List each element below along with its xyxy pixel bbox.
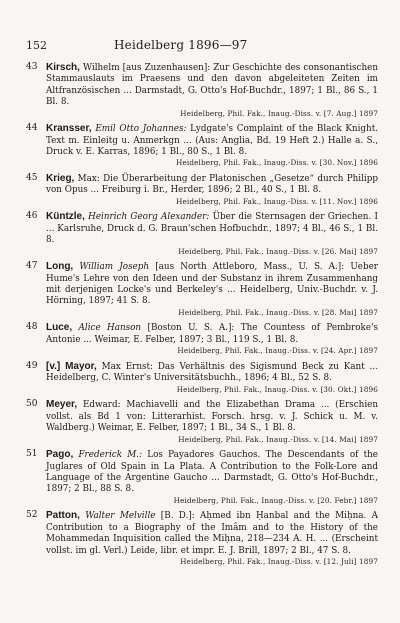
entry-imprint: Heidelberg, Phil. Fak., Inaug.-Diss. v. [26. Mai] 1897 <box>178 246 378 256</box>
entry-author: Kirsch, <box>46 62 80 73</box>
list-item <box>26 123 378 168</box>
entry-author: Luce, <box>46 322 73 334</box>
list-item <box>26 173 378 206</box>
list-item <box>26 211 378 256</box>
list-item <box>26 261 378 317</box>
entry-imprint: Heidelberg, Phil. Fak., Inaug.-Diss. v. [12. Juli] 1897 <box>180 556 378 566</box>
entry-number: 48 <box>26 322 38 333</box>
entry-text: Edward: Machiavelli and the Elizabethan Drama ... (Erschien vollst. als Bd 1 von: Litterarhist. Forsch. hrsg. v. J. Schick u. M. v. Waldberg.) Weimar, E. Felber, 1897; 1 Bl., 34 S., 1 Bl. 8. <box>46 400 379 434</box>
entry-imprint: Heidelberg, Phil. Fak., Inaug.-Diss. v. [11. Nov.] 1896 <box>176 196 378 206</box>
list-item <box>26 399 378 444</box>
entry-author: Küntzle, <box>46 211 85 223</box>
entry-imprint: Heidelberg, Phil. Fak., Inaug.-Diss. v. [30. Nov.] 1896 <box>176 158 378 168</box>
entry-given-name: Heinrich Georg Alexander: <box>88 212 210 223</box>
entry-given-name: William Joseph <box>79 262 150 273</box>
entry-text: Los Payadores Gauchos. The Descendants of the Juglares of Old Spain in La Plata. A Contribution to the Folk-Lore and Language of the Argentine Gaucho ... Darmstadt, G. Otto's Hof-Buchdr., 1897; 2 Bl., 88 S. 8. <box>46 450 379 495</box>
entry-given-name: Walter Melville <box>85 511 156 522</box>
entry-imprint: Heidelberg, Phil. Fak., Inaug.-Diss. v. [30. Okt.] 1896 <box>176 384 378 394</box>
list-item <box>26 322 378 355</box>
list-item <box>26 510 378 566</box>
entry-text: Über die Sternsagen der Griechen. I ... Karlsruhe, Druck d. G. Braun'schen Hofbuchdr., 1897; 4 Bl., 46 S., 1 Bl. 8. <box>46 212 378 246</box>
entry-number: 45 <box>26 173 38 184</box>
running-head <box>26 38 378 54</box>
dissertation-list <box>26 62 378 567</box>
entry-imprint: Heidelberg, Phil. Fak., Inaug.-Diss. v. [7. Aug.] 1897 <box>180 108 378 118</box>
entry-number: 47 <box>26 261 38 272</box>
entry-author: Long, <box>46 261 74 273</box>
entry-given-name: Alice Hanson <box>78 323 142 334</box>
entry-imprint: Heidelberg, Phil. Fak., Inaug.-Diss. v. [14. Mai] 1897 <box>178 434 378 444</box>
entry-author: Pago, <box>46 449 74 461</box>
entry-text: [aus North Attleboro, Mass., U. S. A.]: Ueber Hume's Lehre von den Ideen und der Substanz in ihrem Zusammenhang mit derjenigen Locke's und Berkeley's ... Heidelberg, Univ.-Buchdr. v. J. Hörning, 1897; 41 S. 8. <box>46 262 379 307</box>
page-number: 152 <box>26 39 47 52</box>
entry-imprint: Heidelberg, Phil. Fak., Inaug.-Diss. v. [28. Mai] 1897 <box>178 307 378 317</box>
entry-number: 52 <box>26 510 38 521</box>
entry-author: Patton, <box>46 510 80 522</box>
entry-imprint: Heidelberg, Phil. Fak., Inaug.-Diss. v. [24. Apr.] 1897 <box>177 346 378 356</box>
entry-text: Max Ernst: Das Verhältnis des Sigismund Beck zu Kant ... Heidelberg, C. Winter's Universitätsbuchh., 1896; 4 Bl., 52 S. 8. <box>46 361 378 384</box>
entry-author: [v.] Mayor, <box>46 360 97 372</box>
entry-number: 50 <box>26 399 38 410</box>
list-item <box>26 62 378 118</box>
entry-number: 46 <box>26 211 38 222</box>
list-item <box>26 449 378 505</box>
entry-text: [B. D.]: Aḥmed ibn Ḥanbal and the Miḥna. A Contribution to a Biography of the Imâm and to the History of the Mohammedan Inquisition called the Miḥna, 218—234 A. H. ... (Erscheint vollst. im gl. Verl.) Leide, libr. et impr. E. J. Brill, 1897; 2 Bl., 47 S. 8. <box>46 511 379 556</box>
entry-author: Meyer, <box>46 399 78 411</box>
list-item <box>26 361 378 394</box>
entry-author: Kransser, <box>46 123 92 135</box>
entry-number: 43 <box>26 62 38 72</box>
entry-given-name: Frederick M.: <box>78 450 143 461</box>
entry-text: [Boston U. S. A.]: The Countess of Pembroke's Antonie ... Weimar, E. Felber, 1897; 3 Bl., 119 S., 1 Bl. 8. <box>46 323 379 345</box>
entry-text: Wilhelm [aus Zuzenhausen]: Zur Geschichte des consonantischen Stammauslauts im Praesens und den davon abgeleiteten Zeiten im Altfranzösischen ... Darmstadt, G. Otto's Hof-Buchdr., 1897; 1 Bl., 86 S., 1 Bl. 8. <box>46 63 378 108</box>
entry-imprint: Heidelberg, Phil. Fak., Inaug.-Diss. v. [20. Febr.] 1897 <box>173 495 378 505</box>
entry-text: Lydgate's Complaint of the Black Knight. Text m. Einleitg u. Anmerkgn ... (Aus: Anglia, Bd. 19 Heft 2.) Halle a. S., Druck v. E. Karras, 1896; 1 Bl., 80 S., 1 Bl. 8. <box>46 124 379 158</box>
entry-number: 44 <box>26 123 38 134</box>
entry-number: 51 <box>26 449 38 460</box>
entry-author: Krieg, <box>46 173 75 185</box>
entry-number: 49 <box>26 360 38 371</box>
page-title: Heidelberg 1896—97 <box>114 38 248 52</box>
entry-given-name: Emil Otto Johannes: <box>95 124 187 135</box>
entry-text: Max: Die Überarbeitung der Platonischen „Gesetze“ durch Philipp von Opus ... Freiburg i. Br., Herder, 1896; 2 Bl., 40 S., 1 Bl. 8. <box>46 174 379 196</box>
